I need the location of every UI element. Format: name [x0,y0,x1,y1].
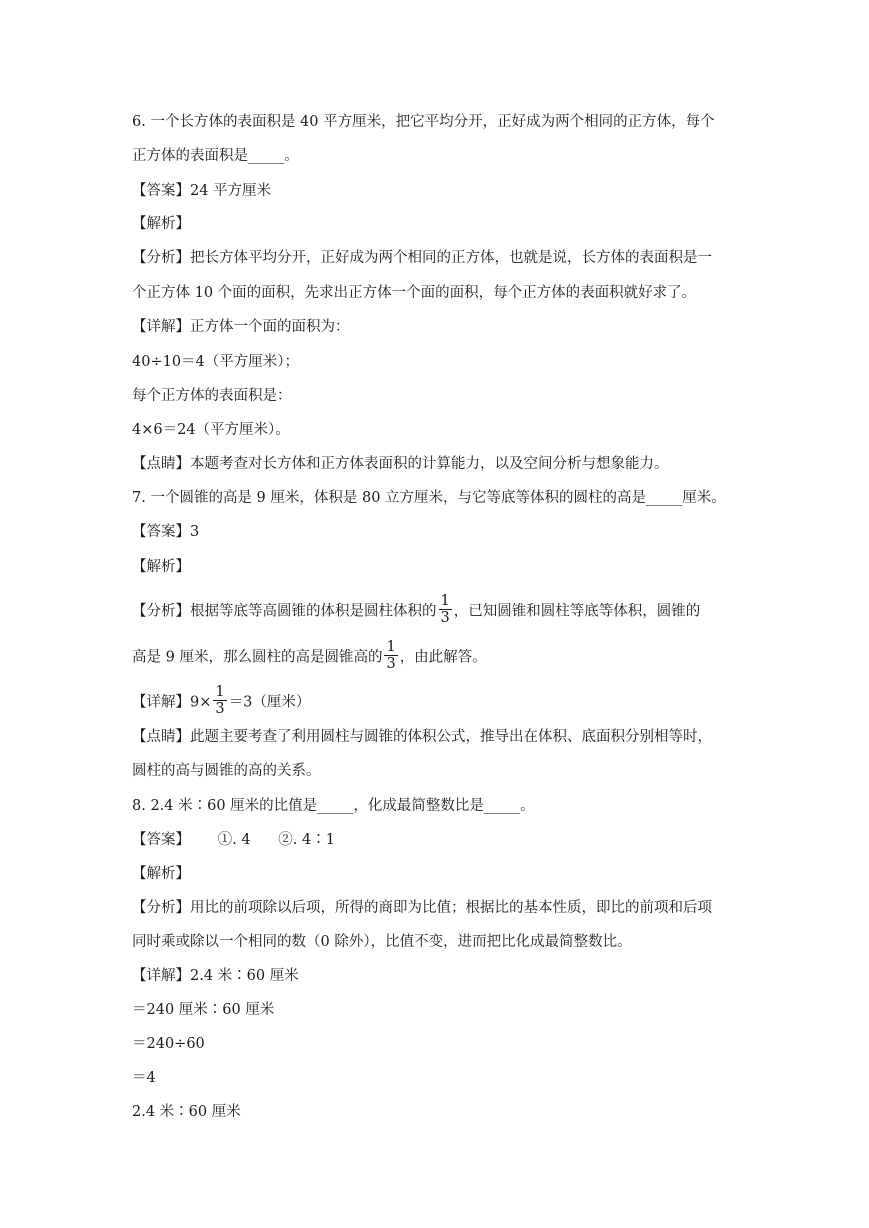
q6-calc3: 4×6＝24（平方厘米）。 [132,422,290,438]
q7-stem: 7. 一个圆锥的高是 9 厘米，体积是 80 立方厘米，与它等底等体积的圆柱的高是_____厘米。 [132,490,726,506]
q8-stem: 8. 2.4 米∶60 厘米的比值是_____，化成最简整数比是_____。 [132,798,535,814]
fraction-numerator: 1 [440,593,450,609]
q8-step3: ＝4 [132,1070,156,1086]
fraction-numerator: 1 [386,639,396,655]
q8-analysis-heading: 【解析】 [132,866,190,882]
q6-stem-line1: 6. 一个长方体的表面积是 40 平方厘米，把它平均分开，正好成为两个相同的正方体，每个 [132,114,715,130]
q7-analysis-heading: 【解析】 [132,559,190,575]
q6-dianjing: 【点睛】本题考查对长方体和正方体表面积的计算能力，以及空间分析与想象能力。 [132,456,669,472]
q7-answer: 【答案】3 [132,524,200,540]
q6-calc1: 40÷10＝4（平方厘米）； [132,354,300,370]
q6-fenxi-line1: 【分析】把长方体平均分开，正好成为两个相同的正方体，也就是说，长方体的表面积是一 [132,250,712,266]
q7-fenxi-line1-pre: 【分析】根据等底等高圆锥的体积是圆柱体积的 [132,603,437,620]
q6-analysis-heading: 【解析】 [132,216,190,232]
fraction-denominator: 3 [386,656,396,672]
q6-stem-line2: 正方体的表面积是_____。 [132,148,299,164]
q8-xiangjie: 【详解】2.4 米∶60 厘米 [132,968,299,984]
q8-fenxi-line2: 同时乘或除以一个相同的数（0 除外），比值不变，进而把比化成最简整数比。 [132,934,632,950]
q6-answer: 【答案】24 平方厘米 [132,183,272,199]
fraction-one-third [439,593,452,626]
q6-xiangjie: 【详解】正方体一个面的面积为： [132,319,350,335]
fraction-denominator: 3 [215,701,225,717]
fraction-numerator: 1 [215,684,225,700]
q7-xiangjie-post: ＝3（厘米） [228,694,311,711]
q6-calc2: 每个正方体的表面积是： [132,388,292,404]
fraction-one-third [213,684,226,717]
q7-fenxi-line1-post: ，已知圆锥和圆柱等底等体积，圆锥的 [453,603,701,620]
q7-dianjing-line1: 【点睛】此题主要考查了利用圆柱与圆锥的体积公式，推导出在体积、底面积分别相等时， [132,729,712,745]
q8-step4: 2.4 米∶60 厘米 [132,1104,241,1120]
q7-xiangjie [132,686,310,719]
q8-step2: ＝240÷60 [132,1036,205,1052]
q7-xiangjie-pre: 【详解】9× [132,694,212,711]
q6-fenxi-line2: 个正方体 10 个面的面积，先求出正方体一个面的面积，每个正方体的表面积就好求了。 [132,285,697,301]
q7-fenxi-line1 [132,595,700,628]
q8-fenxi-line1: 【分析】用比的前项除以后项，所得的商即为比值；根据比的基本性质，即比的前项和后项 [132,900,712,916]
q8-answer: 【答案】 ①. 4 ②. 4∶1 [132,832,335,848]
q7-fenxi-line2-pre: 高是 9 厘米，那么圆柱的高是圆锥高的 [132,649,383,666]
q7-fenxi-line2 [132,641,487,674]
q7-dianjing-line2: 圆柱的高与圆锥的高的关系。 [132,763,321,779]
q8-step1: ＝240 厘米∶60 厘米 [132,1002,275,1018]
fraction-denominator: 3 [440,610,450,626]
q7-fenxi-line2-post: ，由此解答。 [399,649,487,666]
fraction-one-third [384,639,397,672]
